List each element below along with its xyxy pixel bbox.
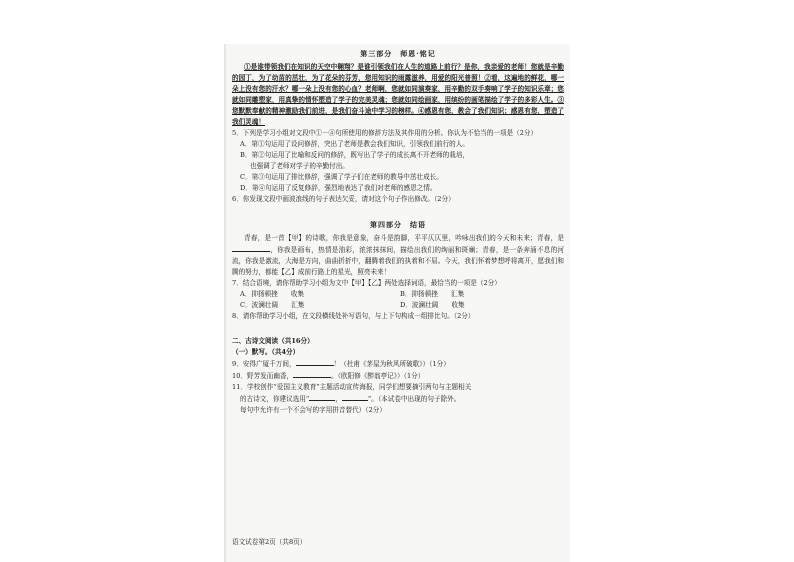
q5-option-c: C．第③句运用了排比修辞，强调了学子们在老师的教导中茁壮成长。: [240, 173, 443, 181]
q7-option-a: A．抑扬顿挫 收集: [240, 290, 305, 298]
exam-page: [224, 44, 570, 562]
q7-options-row2: [240, 300, 564, 311]
q5-option-b: B．第②句运用了比喻和反问的修辞，既写出了学子的成长离不开老师的栽培，: [240, 151, 470, 159]
passage-blank[interactable]: [232, 244, 270, 252]
q10-text: 10．野芳发而幽香，: [232, 372, 294, 380]
q7-option-b: B．抑扬顿挫 汇集: [400, 290, 465, 298]
q11-note: ”。（本试卷中出现的句子除外。: [367, 395, 461, 403]
q9-blank[interactable]: [296, 358, 334, 366]
question-6: 6．你发现文段中画波浪线的句子表达欠妥，请对这个句子作出修改。（2分）: [232, 195, 455, 203]
part4-title: 第四部分 结语: [370, 220, 426, 229]
q10-blank[interactable]: [293, 370, 331, 378]
q11-blank-1[interactable]: [309, 393, 335, 401]
question-7: 7．结合语境，请你帮助学习小组为文中【甲】【乙】两处选择词语，最恰当的一项是（2分）: [232, 279, 501, 287]
question-10: [232, 370, 564, 382]
q10-source: 。（欧阳修《醉翁亭记》）（1分）: [331, 372, 425, 380]
page-edge: [224, 44, 226, 562]
part4-passage-a: 青春，是一首【甲】的诗歌，你我是意象，奋斗是韵脚，平平仄仄里，吟咏出我们的今天和未来；青春，是: [244, 234, 564, 242]
section2-title: 二、古诗文阅读（共16分）: [232, 337, 314, 345]
page-footer: 语文试卷第2页（共8页）: [232, 538, 307, 546]
q9-source: ！（杜甫《茅屋为秋风所破歌》）（1分）: [333, 360, 450, 368]
part3-title: 第三部分 师恩·铭记: [360, 49, 436, 58]
part4-passage-b: ，你我是画布，热情是油彩，浓浓抹抹间，描绘出我们的绚丽和斑斓；青春，是一条奔涌不息的河流，你我是激流，大海是方向，曲曲折折中，翻腾着我们的执着和不屈。今天，我们怀着梦想呼将离开，愿我们和腾的努力，都能【乙】成前行路上的星光，照亮未来！: [232, 246, 564, 276]
question-8: 8．请你帮助学习小组，在文段横线处补写语句，与上下句构成一组排比句。（2分）: [232, 312, 475, 320]
q5-option-b-cont: 也强调了老师对学子的辛勤付出。: [250, 162, 349, 170]
q7-option-d: D．波澜壮阔 收集: [400, 301, 465, 309]
part4-passage: [232, 233, 564, 278]
q5-option-d: D．第④句运用了反复修辞，强烈地表达了我们对老师的感恩之情。: [240, 184, 437, 192]
q9-text: 9．安得广厦千万间，: [232, 360, 296, 368]
q5-option-a: A．第①句运用了设问修辞，突出了老师是教会我们知识，引领我们前行的人。: [240, 140, 469, 148]
question-5: 5．下列是学习小组对文段中①－④句所使用的修辞方法及其作用的分析。你认为不恰当的一项是（2分）: [232, 129, 538, 137]
q7-option-c: C．波澜壮阔 汇集: [240, 301, 305, 309]
section2-sub1: （一）默写。（共4分）: [232, 348, 300, 356]
question-11: 11．学校创作“爱国主义教育”主题活动宣传海报，同学们想要摘引两句与主题相关: [232, 383, 472, 391]
q7-options-row1: [240, 289, 564, 300]
part3-passage: ①是谁带领我们在知识的天空中翱翔？是谁引领我们在人生的道路上前行？是你，我亲爱的老师！您就是辛勤的园丁，为了幼苗的茁壮，为了花朵的芬芳，您用知识的雨露滋养，用爱的阳光普照！②看，这遍地的鲜花，哪一朵上没有您的汗水？哪一朵上没有您的心血？老师啊，您就如同演奏家，用辛勤的双手奏响了学子的知识乐章；您就如同雕塑家，用真挚的情怀塑造了学子的完美灵魂；您就如同绘画家，用缤纷的画笔描绘了学子的多彩人生。③您默默奉献的精神激励我们前进，是我们奋斗途中学习的榜样。④感恩有您，教会了我们知识；感恩有您，塑造了我们灵魂！: [232, 63, 564, 126]
question-11-note: 每句中允许有一个不会写的字用拼音替代）（2分）: [240, 406, 386, 414]
page-content: [232, 48, 564, 416]
q11-blank-2[interactable]: [342, 393, 368, 401]
question-9: [232, 358, 564, 370]
q11-comma: ，: [335, 395, 342, 403]
question-11-cont: [240, 393, 564, 405]
q11-text: 的古诗文，你建议选用“: [240, 395, 310, 403]
